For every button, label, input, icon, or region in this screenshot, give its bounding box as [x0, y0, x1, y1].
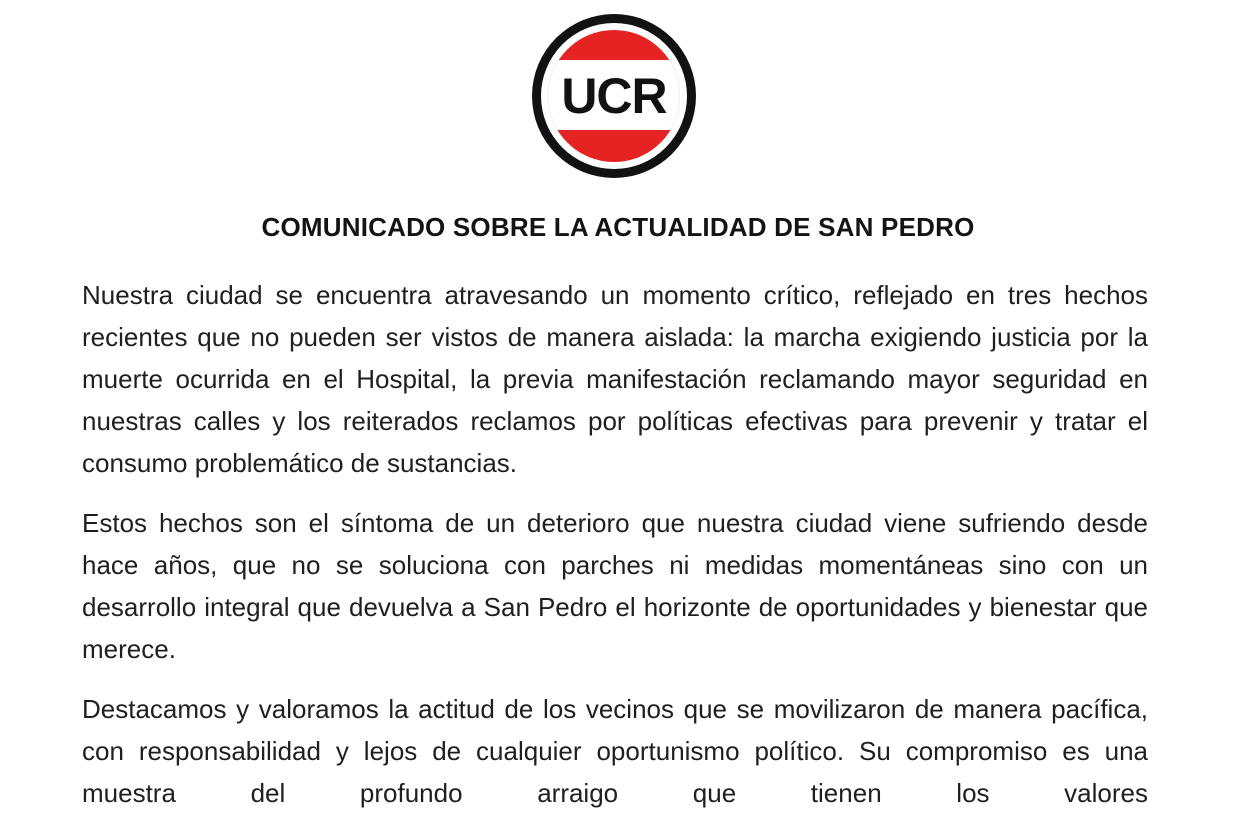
document-title: COMUNICADO SOBRE LA ACTUALIDAD DE SAN PEDRO: [261, 212, 975, 242]
ucr-logo: [530, 12, 698, 180]
paragraph-3: Destacamos y valoramos la actitud de los vecinos que se movilizaron de manera pacífica, con responsabilidad y lejos de cualquier oportunismo político. Su compromiso es una muestra del profundo arraigo que tienen los valores: [82, 694, 1148, 808]
document-body: [82, 274, 1148, 816]
paragraph-2: Estos hechos son el síntoma de un deterioro que nuestra ciudad viene sufriendo desde hace años, que no se soluciona con parches ni medidas momentáneas sino con un desarrollo integral que devuelva a San Pedro el horizonte de oportunidades y bienestar que merece.: [82, 508, 1148, 664]
logo-text: UCR: [561, 68, 667, 124]
paragraph-1: Nuestra ciudad se encuentra atravesando un momento crítico, reflejado en tres hechos recientes que no pueden ser vistos de manera aislada: la marcha exigiendo justicia por la muerte ocurrida en el Hospital, la previa manifestación reclamando mayor seguridad en nuestras calles y los reiterados reclamos por políticas efectivas para prevenir y tratar el consumo problemático de sustancias.: [82, 280, 1148, 478]
ucr-logo-icon: [530, 12, 698, 180]
